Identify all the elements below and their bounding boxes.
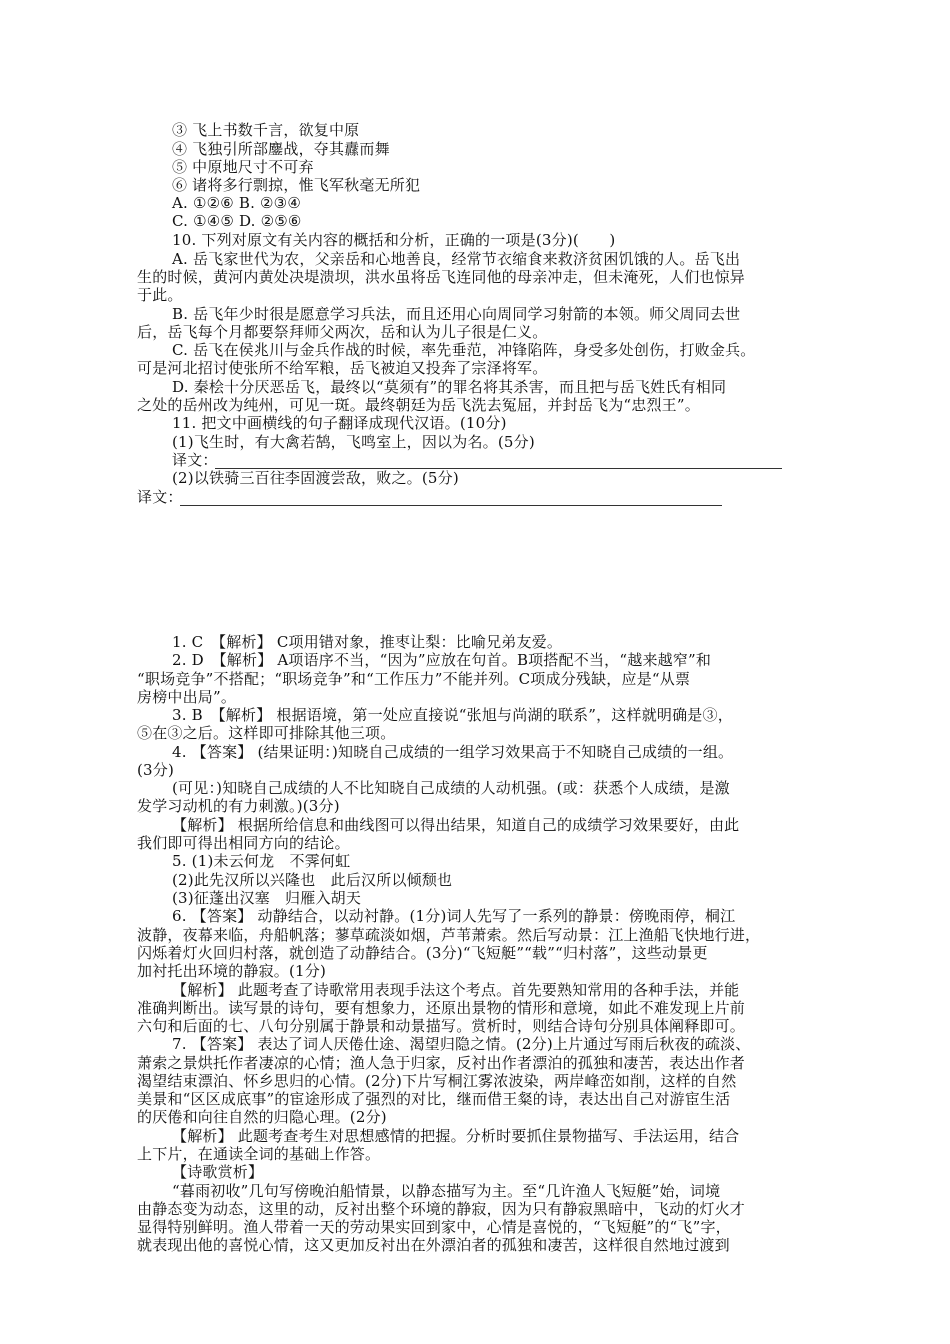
answer-3-line1: 3. B 【解析】 根据语境，第一处应直接说“张旭与尚湖的联系”，这样就明确是③，	[172, 706, 733, 724]
answer-2-line2: “职场竞争”不搭配；“职场竞争”和“工作压力”不能并列。C项成分残缺，应是“从票	[137, 670, 691, 688]
answer-3-line2: ⑤在③之后。这样即可排除其他三项。	[137, 724, 396, 742]
q10-option-b-line1: B. 岳飞年少时很是愿意学习兵法，而且还用心向周同学习射箭的本领。师父周同去世	[172, 305, 741, 323]
q10-option-d-line2: 之处的岳州改为纯州，可见一斑。最终朝廷为岳飞洗去冤屈，并封岳飞为“忠烈王”。	[137, 396, 700, 414]
q10-option-c-line1: C. 岳飞在侯兆川与金兵作战的时候，率先垂范，冲锋陷阵，身受多处创伤，打败金兵。	[172, 341, 756, 359]
answer-4-line4: 发学习动机的有力刺激。)(3分)	[137, 797, 340, 815]
answer-blank-2	[180, 505, 722, 506]
question-10-stem: 10. 下列对原文有关内容的概括和分析，正确的一项是(3分)( )	[172, 231, 616, 249]
q11-sentence-2: (2)以铁骑三百往李固渡尝敌，败之。(5分)	[172, 469, 459, 487]
poem-appreciation-line4: 就表现出他的喜悦心情，这又更加反衬出在外漂泊者的孤独和凄苦，这样很自然地过渡到	[137, 1236, 730, 1254]
poem-appreciation-heading: 【诗歌赏析】	[172, 1163, 264, 1181]
answer-6-line4: 加衬托出环境的静寂。(1分)	[137, 962, 327, 980]
q10-option-a-line3: 于此。	[137, 286, 183, 304]
answer-2-line1: 2. D 【解析】 A项语序不当，“因为”应放在句首。B项搭配不当，“越来越窄”和	[172, 651, 712, 669]
option-line-5: ⑤ 中原地尺寸不可弃	[172, 158, 314, 176]
poem-appreciation-line3: 显得特别鲜明。渔人带着一天的劳动果实回到家中，心情是喜悦的，“飞短艇”的“飞”字，	[137, 1218, 731, 1236]
answer-7-line2: 萧索之景烘托作者凄凉的心情；渔人急于归家，反衬出作者漂泊的孤独和凄苦，表达出作者	[137, 1054, 746, 1072]
answer-5-line1: 5. (1)未云何龙 不霁何虹	[172, 852, 351, 870]
option-line-6: ⑥ 诸将多行剽掠，惟飞军秋毫无所犯	[172, 176, 421, 194]
question-11-stem: 11. 把文中画横线的句子翻译成现代汉语。(10分)	[172, 414, 507, 432]
answer-6-analysis-line1: 【解析】 此题考查了诗歌常用表现手法这个考点。首先要熟知常用的各种手法，并能	[172, 981, 740, 999]
translation-label-1: 译文：	[172, 451, 218, 469]
answer-6-line1: 6. 【答案】 动静结合，以动衬静。(1分)词人先写了一系列的静景：傍晚雨停，桐江	[172, 907, 736, 925]
answer-6-line3: 闪烁着灯火回归村落，就创造了动静结合。(3分)“飞短艇”“载”“归村落”，这些动景更	[137, 944, 708, 962]
answer-5-line2: (2)此先汉所以兴隆也 此后汉所以倾颓也	[172, 871, 453, 889]
answer-7-line5: 的厌倦和向往自然的归隐心理。(2分)	[137, 1108, 387, 1126]
option-line-4: ④ 飞独引所部鏖战，夺其纛而舞	[172, 140, 390, 158]
answer-4-line1: 4. 【答案】 (结果证明：)知晓自己成绩的一组学习效果高于不知晓自己成绩的一组。	[172, 743, 734, 761]
answer-4-analysis-line2: 我们即可得出相同方向的结论。	[137, 834, 350, 852]
q10-option-d-line1: D. 秦桧十分厌恶岳飞，最终以“莫须有”的罪名将其杀害，而且把与岳飞姓氏有相同	[172, 378, 727, 396]
translation-label-2: 译文：	[137, 488, 183, 506]
answer-7-analysis-line2: 上下片，在通读全词的基础上作答。	[137, 1145, 381, 1163]
choice-cd: C. ①④⑤ D. ②⑤⑥	[172, 212, 302, 230]
answer-5-line3: (3)征蓬出汉塞 归雁入胡天	[172, 889, 362, 907]
answer-7-line1: 7. 【答案】 表达了词人厌倦仕途、渴望归隐之情。(2分)上片通过写雨后秋夜的疏淡、	[172, 1035, 751, 1053]
option-line-3: ③ 飞上书数千言，欲复中原	[172, 121, 360, 139]
answer-1: 1. C 【解析】 C项用错对象，推枣让梨：比喻兄弟友爱。	[172, 633, 563, 651]
q10-option-a-line1: A. 岳飞家世代为农，父亲岳和心地善良，经常节衣缩食来救济贫困饥饿的人。岳飞出	[172, 250, 741, 268]
answer-4-line3: (可见：)知晓自己成绩的人不比知晓自己成绩的人动机强。(或：获悉个人成绩，是激	[172, 779, 730, 797]
answer-4-line2: (3分)	[137, 761, 175, 779]
answer-6-analysis-line3: 六句和后面的七、八句分别属于静景和动景描写。赏析时，则结合诗句分别具体阐释即可。	[137, 1017, 746, 1035]
answer-2-line3: 房榜中出局”。	[137, 688, 237, 706]
answer-4-analysis-line1: 【解析】 根据所给信息和曲线图可以得出结果，知道自己的成绩学习效果要好，由此	[172, 816, 740, 834]
poem-appreciation-line1: “暮雨初收”几句写傍晚泊船情景，以静态描写为主。至“几许渔人飞短艇”始，词境	[172, 1182, 721, 1200]
answer-6-line2: 波静，夜幕来临，舟船帆落；蓼草疏淡如烟，芦苇萧索。然后写动景：江上渔船飞快地行进，	[137, 926, 761, 944]
q10-option-c-line2: 可是河北招讨使张所不给军粮，岳飞被迫又投奔了宗泽将军。	[137, 359, 548, 377]
answer-6-analysis-line2: 准确判断出。读写景的诗句，要有想象力，还原出景物的情形和意境，如此不难发现上片前	[137, 999, 746, 1017]
choice-ab: A. ①②⑥ B. ②③④	[172, 194, 301, 212]
q11-sentence-1: (1)飞生时，有大禽若鹄，飞鸣室上，因以为名。(5分)	[172, 433, 535, 451]
q10-option-b-line2: 后，岳飞每个月都要祭拜师父两次，岳和认为儿子很是仁义。	[137, 323, 548, 341]
poem-appreciation-line2: 由静态变为动态，这里的动，反衬出整个环境的静寂，因为只有静寂黑暗中，飞动的灯火才	[137, 1200, 746, 1218]
q10-option-a-line2: 生的时候，黄河内黄处决堤溃坝，洪水虽将岳飞连同他的母亲冲走，但未淹死，人们也惊异	[137, 268, 746, 286]
answer-7-analysis-line1: 【解析】 此题考查考生对思想感情的把握。分析时要抓住景物描写、手法运用，结合	[172, 1127, 740, 1145]
answer-7-line4: 美景和“区区成底事”的宦途形成了强烈的对比，继而借王粲的诗，表达出自己对游宦生活	[137, 1090, 731, 1108]
answer-7-line3: 渴望结束漂泊、怀乡思归的心情。(2分)下片写桐江雾浓波染，两岸峰峦如削，这样的自然	[137, 1072, 737, 1090]
